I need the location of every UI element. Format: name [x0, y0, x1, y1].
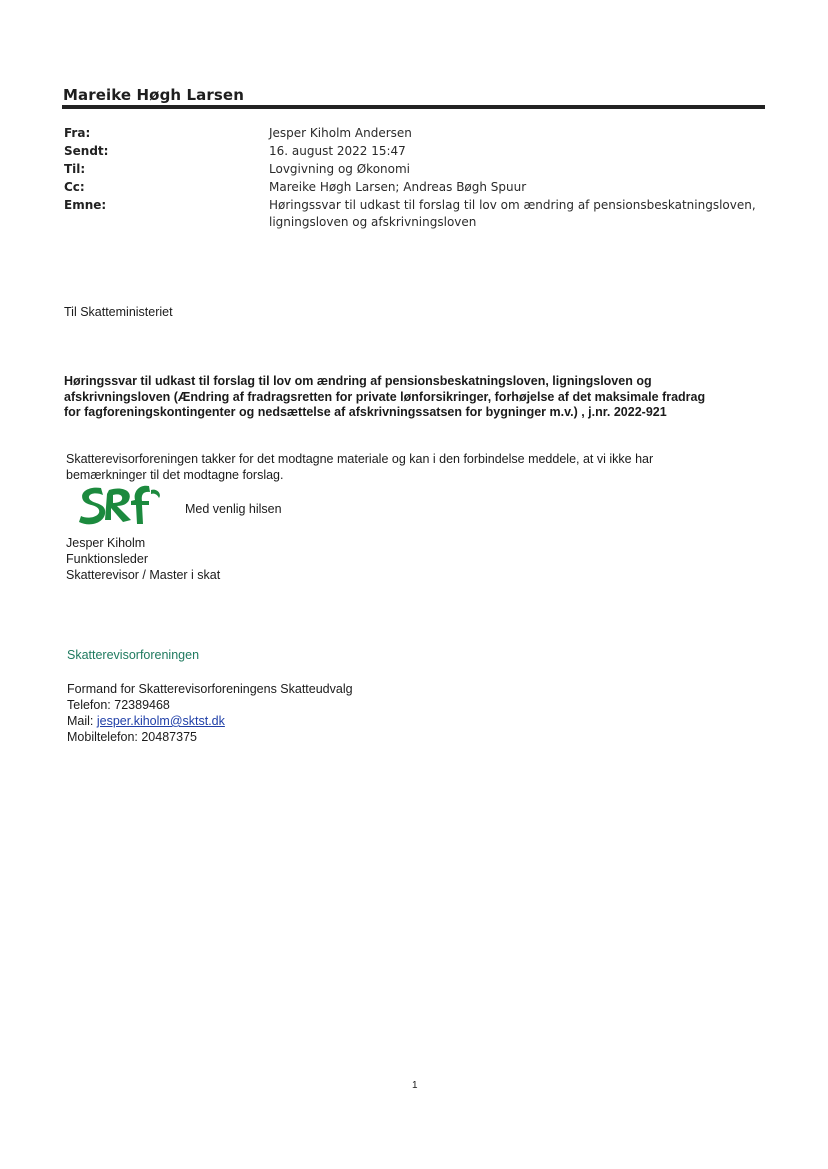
from-label: Fra: — [64, 126, 91, 140]
contact-position: Formand for Skatterevisorforeningens Skatteudvalg — [67, 682, 353, 696]
subject-value — [269, 197, 759, 231]
subject-line-1: Høringssvar til udkast til forslag til lov om ændring af pensionsbeskatningsloven, — [269, 198, 756, 212]
mailbox-owner-name: Mareike Høgh Larsen — [63, 86, 244, 104]
mail-label: Mail: — [67, 714, 97, 728]
organization-name: Skatterevisorforeningen — [67, 648, 200, 662]
cc-label: Cc: — [64, 180, 85, 194]
letter-title — [64, 374, 764, 421]
contact-mail — [67, 713, 353, 729]
header-divider — [62, 105, 765, 109]
from-value: Jesper Kiholm Andersen — [269, 126, 412, 140]
signature-title: Skatterevisor / Master i skat — [66, 568, 221, 582]
mobile-label: Mobiltelefon: — [67, 730, 142, 744]
cc-value: Mareike Høgh Larsen; Andreas Bøgh Spuur — [269, 180, 527, 194]
subject-line-2: ligningsloven og afskrivningsloven — [269, 215, 477, 229]
to-value: Lovgivning og Økonomi — [269, 162, 410, 176]
to-label: Til: — [64, 162, 86, 176]
sent-value: 16. august 2022 15:47 — [269, 144, 406, 158]
body-paragraph-line-1: Skatterevisorforeningen takker for det modtagne materiale og kan i den forbindelse meddele, at vi ikke har — [66, 452, 654, 466]
page-number: 1 — [412, 1080, 418, 1091]
letter-title-line-3: for fagforeningskontingenter og nedsættelse af afskrivningssatsen for bygninger m.v.) , j.nr. 2022-921 — [64, 405, 667, 419]
subject-label: Emne: — [64, 198, 107, 212]
contact-block — [67, 681, 353, 745]
signature-name: Jesper Kiholm — [66, 536, 146, 550]
mobile-value: 20487375 — [141, 730, 197, 744]
srf-logo — [77, 484, 163, 526]
contact-mobile — [67, 729, 353, 745]
letter-title-line-2: afskrivningsloven (Ændring af fradragsretten for private lønforsikringer, forhøjelse af det maksimale fradrag — [64, 389, 706, 404]
signature-role: Funktionsleder — [66, 552, 148, 566]
body-paragraph-line-2: bemærkninger til det modtagne forslag. — [66, 467, 284, 482]
greeting: Med venlig hilsen — [185, 502, 282, 516]
signature-block — [66, 535, 220, 583]
addressee: Til Skatteministeriet — [64, 305, 173, 319]
letter-title-line-1: Høringssvar til udkast til forslag til lov om ændring af pensionsbeskatningsloven, ligningsloven og — [64, 374, 652, 388]
phone-label: Telefon: — [67, 698, 115, 712]
mail-link[interactable]: jesper.kiholm@sktst.dk — [96, 714, 225, 728]
body-paragraph — [66, 452, 746, 483]
contact-phone — [67, 697, 353, 713]
sent-label: Sendt: — [64, 144, 109, 158]
phone-value: 72389468 — [114, 698, 170, 712]
